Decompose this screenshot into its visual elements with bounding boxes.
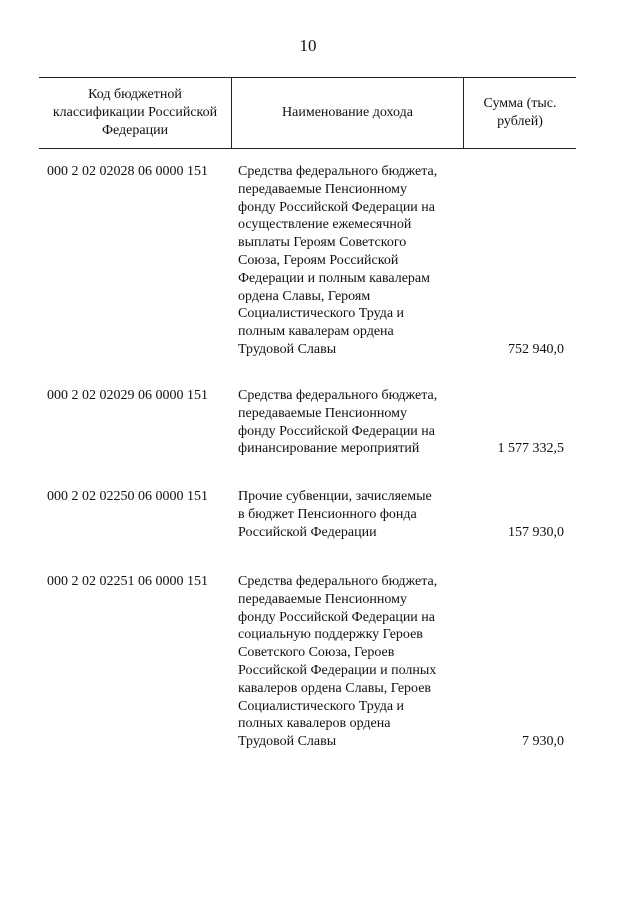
- table-row: [39, 387, 576, 458]
- table-row: [39, 488, 576, 541]
- row-code: 000 2 02 02251 06 0000 151: [47, 574, 208, 589]
- row-code: 000 2 02 02250 06 0000 151: [47, 489, 208, 504]
- row-name: Средства федерального бюджета, передаваемые Пенсионному фонду Российской Федерации на социальную поддержку Героев Советского Союза, Героев Российской Федерации и полных кавалеров ордена Славы, Героев Социалистического Труда и полных кавалеров ордена Трудовой Славы: [238, 574, 438, 750]
- table-header: [39, 77, 576, 149]
- row-name: Средства федерального бюджета, передаваемые Пенсионному фонду Российской Федерации на финансирование мероприятий: [238, 388, 438, 457]
- row-sum: 157 930,0: [508, 524, 564, 540]
- row-sum: 752 940,0: [508, 341, 564, 357]
- header-sum: Сумма (тыс. рублей): [483, 96, 557, 129]
- row-code: 000 2 02 02029 06 0000 151: [47, 388, 208, 403]
- row-sum: 1 577 332,5: [497, 441, 564, 457]
- row-sum: 7 930,0: [522, 734, 564, 750]
- page-number: 10: [299, 36, 317, 55]
- row-code: 000 2 02 02028 06 0000 151: [47, 164, 208, 179]
- table-row: [39, 163, 576, 359]
- table-row: [39, 573, 576, 751]
- header-name: Наименование дохода: [232, 78, 464, 148]
- row-name: Прочие субвенции, зачисляемые в бюджет Пенсионного фонда Российской Федерации: [238, 489, 432, 540]
- header-code: Код бюджетной классификации Российской Федерации: [39, 78, 232, 148]
- row-name: Средства федерального бюджета, передаваемые Пенсионному фонду Российской Федерации на осуществление ежемесячной выплаты Героям Советского Союза, Героям Российской Федерации и полным кавалерам ордена Славы, Героям Социалистического Труда и полным кавалерам ордена Трудовой Славы: [238, 164, 438, 357]
